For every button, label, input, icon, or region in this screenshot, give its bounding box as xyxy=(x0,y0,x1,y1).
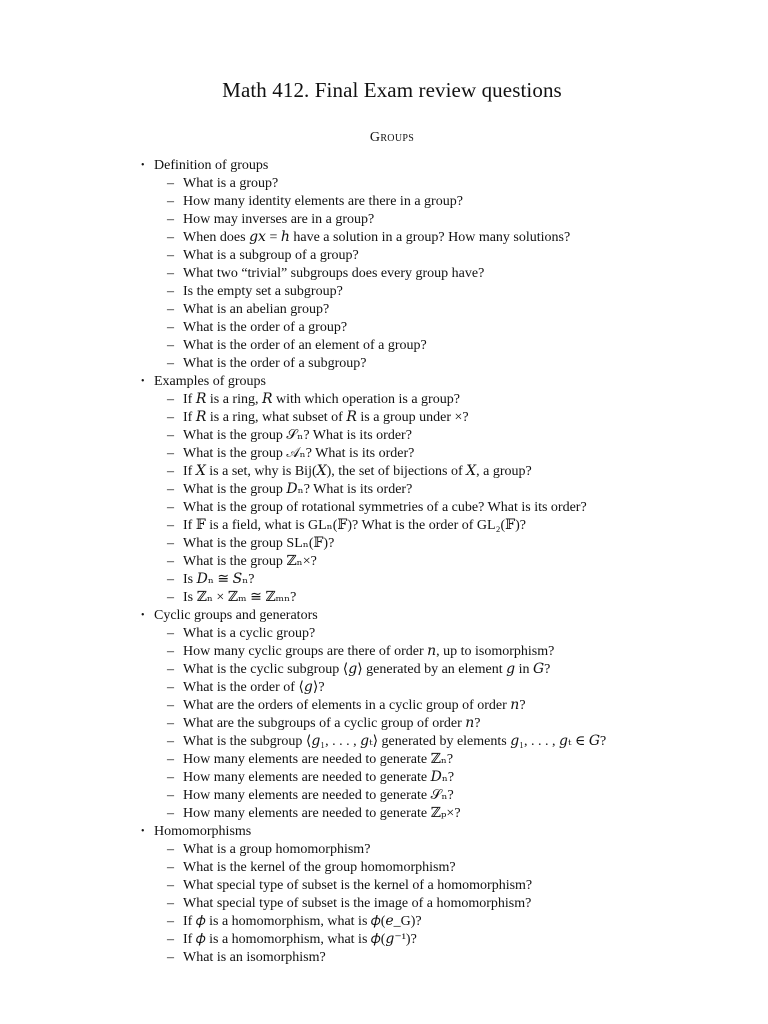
dash-icon: – xyxy=(167,301,174,317)
dash-icon: – xyxy=(167,769,174,785)
question-item xyxy=(0,751,768,769)
topic-heading-text: Definition of groups xyxy=(154,157,269,173)
question-text: Is ℤₙ × ℤₘ ≅ ℤₘₙ? xyxy=(183,589,297,605)
question-text: What is the group 𝐷ₙ? What is its order? xyxy=(183,481,413,497)
question-text: What is the group 𝒮ₙ? What is its order? xyxy=(183,427,412,443)
question-item xyxy=(0,247,768,265)
question-item xyxy=(0,859,768,877)
dash-icon: – xyxy=(167,949,174,965)
question-text: What is an abelian group? xyxy=(183,301,330,317)
dash-icon: – xyxy=(167,211,174,227)
topic-section xyxy=(0,607,768,823)
dash-icon: – xyxy=(167,409,174,425)
question-text: What is a group homomorphism? xyxy=(183,841,371,857)
question-item xyxy=(0,643,768,661)
dash-icon: – xyxy=(167,193,174,209)
question-item xyxy=(0,553,768,571)
question-item xyxy=(0,895,768,913)
question-item xyxy=(0,265,768,283)
question-item xyxy=(0,283,768,301)
bullet-icon: • xyxy=(141,375,145,387)
topic-section xyxy=(0,157,768,373)
dash-icon: – xyxy=(167,445,174,461)
topic-list xyxy=(0,157,768,967)
question-text: What is the cyclic subgroup ⟨𝑔⟩ generated by an element 𝑔 in 𝐺? xyxy=(183,661,551,677)
question-item xyxy=(0,571,768,589)
dash-icon: – xyxy=(167,499,174,515)
question-list xyxy=(0,841,768,967)
question-item xyxy=(0,175,768,193)
question-item xyxy=(0,805,768,823)
question-item xyxy=(0,679,768,697)
question-text: What is the kernel of the group homomorphism? xyxy=(183,859,456,875)
question-item xyxy=(0,229,768,247)
dash-icon: – xyxy=(167,229,174,245)
dash-icon: – xyxy=(167,895,174,911)
question-text: If 𝔽 is a field, what is GLₙ(𝔽)? What is the order of GL₂(𝔽)? xyxy=(183,517,526,533)
dash-icon: – xyxy=(167,643,174,659)
dash-icon: – xyxy=(167,877,174,893)
question-text: Is the empty set a subgroup? xyxy=(183,283,343,299)
question-text: What special type of subset is the image of a homomorphism? xyxy=(183,895,532,911)
question-item xyxy=(0,517,768,535)
bullet-icon: • xyxy=(141,159,145,171)
question-text: How many elements are needed to generate ℤₚ×? xyxy=(183,805,461,821)
question-text: If 𝜙 is a homomorphism, what is 𝜙(𝑔⁻¹)? xyxy=(183,931,417,947)
dash-icon: – xyxy=(167,733,174,749)
question-text: How many elements are needed to generate 𝒮ₙ? xyxy=(183,787,454,803)
page-title: Math 412. Final Exam review questions xyxy=(222,78,562,102)
bullet-icon: • xyxy=(141,609,145,621)
question-text: What is the subgroup ⟨𝑔₁, . . . , 𝑔ₜ⟩ generated by elements 𝑔₁, . . . , 𝑔ₜ ∈ 𝐺? xyxy=(183,733,607,749)
question-item xyxy=(0,769,768,787)
dash-icon: – xyxy=(167,931,174,947)
question-item xyxy=(0,463,768,481)
dash-icon: – xyxy=(167,553,174,569)
question-item xyxy=(0,913,768,931)
dash-icon: – xyxy=(167,283,174,299)
question-item xyxy=(0,391,768,409)
topic-heading-text: Cyclic groups and generators xyxy=(154,607,318,623)
question-item xyxy=(0,661,768,679)
question-item xyxy=(0,733,768,751)
topic-section xyxy=(0,823,768,967)
question-item xyxy=(0,499,768,517)
question-item xyxy=(0,535,768,553)
question-item xyxy=(0,211,768,229)
dash-icon: – xyxy=(167,427,174,443)
question-text: What are the subgroups of a cyclic group of order 𝑛? xyxy=(183,715,481,731)
question-text: What is a subgroup of a group? xyxy=(183,247,359,263)
question-text: If 𝜙 is a homomorphism, what is 𝜙(𝑒_G)? xyxy=(183,913,422,929)
question-item xyxy=(0,841,768,859)
question-item xyxy=(0,409,768,427)
dash-icon: – xyxy=(167,535,174,551)
question-item xyxy=(0,481,768,499)
question-text: If 𝑋 is a set, why is Bij(𝑋), the set of bijections of 𝑋, a group? xyxy=(183,463,532,479)
question-item xyxy=(0,427,768,445)
question-text: What is an isomorphism? xyxy=(183,949,326,965)
question-text: What is the group 𝒜ₙ? What is its order? xyxy=(183,445,415,461)
question-text: What is the order of a subgroup? xyxy=(183,355,367,371)
dash-icon: – xyxy=(167,679,174,695)
question-text: Is 𝐷ₙ ≅ 𝑆ₙ? xyxy=(183,571,255,587)
dash-icon: – xyxy=(167,517,174,533)
question-text: How many cyclic groups are there of order 𝑛, up to isomorphism? xyxy=(183,643,555,659)
question-list xyxy=(0,175,768,373)
question-text: How many elements are needed to generate 𝐷ₙ? xyxy=(183,769,455,785)
question-item xyxy=(0,949,768,967)
question-item xyxy=(0,193,768,211)
dash-icon: – xyxy=(167,265,174,281)
question-text: What is the group of rotational symmetries of a cube? What is its order? xyxy=(183,499,587,515)
topic-heading-text: Homomorphisms xyxy=(154,823,252,839)
dash-icon: – xyxy=(167,661,174,677)
question-item xyxy=(0,301,768,319)
bullet-icon: • xyxy=(141,825,145,837)
question-item xyxy=(0,697,768,715)
topic-heading xyxy=(0,157,768,175)
dash-icon: – xyxy=(167,355,174,371)
question-text: What are the orders of elements in a cyclic group of order 𝑛? xyxy=(183,697,526,713)
section-title: Groups xyxy=(369,130,415,145)
question-item xyxy=(0,445,768,463)
topic-heading xyxy=(0,823,768,841)
question-text: How many elements are needed to generate ℤₙ? xyxy=(183,751,454,767)
dash-icon: – xyxy=(167,337,174,353)
question-text: What is a cyclic group? xyxy=(183,625,316,641)
dash-icon: – xyxy=(167,625,174,641)
question-text: If 𝑅 is a ring, what subset of 𝑅 is a group under ×? xyxy=(183,409,469,425)
question-text: What is the order of ⟨𝑔⟩? xyxy=(183,679,325,695)
dash-icon: – xyxy=(167,319,174,335)
dash-icon: – xyxy=(167,175,174,191)
dash-icon: – xyxy=(167,391,174,407)
question-text: What is the group ℤₙ×? xyxy=(183,553,317,569)
question-text: How may inverses are in a group? xyxy=(183,211,375,227)
question-text: What is the group SLₙ(𝔽)? xyxy=(183,535,335,551)
question-item xyxy=(0,337,768,355)
question-text: How many identity elements are there in a group? xyxy=(183,193,463,209)
question-item xyxy=(0,589,768,607)
question-text: What two “trivial” subgroups does every group have? xyxy=(183,265,485,281)
dash-icon: – xyxy=(167,481,174,497)
question-text: If 𝑅 is a ring, 𝑅 with which operation is a group? xyxy=(183,391,460,407)
question-text: When does 𝑔𝑥 = ℎ have a solution in a group? How many solutions? xyxy=(183,229,571,245)
question-text: What is the order of a group? xyxy=(183,319,348,335)
question-item xyxy=(0,625,768,643)
dash-icon: – xyxy=(167,463,174,479)
question-list xyxy=(0,391,768,607)
question-text: What special type of subset is the kernel of a homomorphism? xyxy=(183,877,533,893)
dash-icon: – xyxy=(167,589,174,605)
question-item xyxy=(0,319,768,337)
question-text: What is the order of an element of a group? xyxy=(183,337,427,353)
question-list xyxy=(0,625,768,823)
topic-heading xyxy=(0,607,768,625)
dash-icon: – xyxy=(167,859,174,875)
dash-icon: – xyxy=(167,805,174,821)
dash-icon: – xyxy=(167,751,174,767)
question-item xyxy=(0,787,768,805)
dash-icon: – xyxy=(167,715,174,731)
topic-heading-text: Examples of groups xyxy=(154,373,266,389)
topic-heading xyxy=(0,373,768,391)
dash-icon: – xyxy=(167,571,174,587)
question-item xyxy=(0,715,768,733)
dash-icon: – xyxy=(167,697,174,713)
topic-section xyxy=(0,373,768,607)
dash-icon: – xyxy=(167,841,174,857)
question-item xyxy=(0,877,768,895)
question-item xyxy=(0,931,768,949)
question-text: What is a group? xyxy=(183,175,279,191)
dash-icon: – xyxy=(167,787,174,803)
dash-icon: – xyxy=(167,913,174,929)
dash-icon: – xyxy=(167,247,174,263)
question-item xyxy=(0,355,768,373)
